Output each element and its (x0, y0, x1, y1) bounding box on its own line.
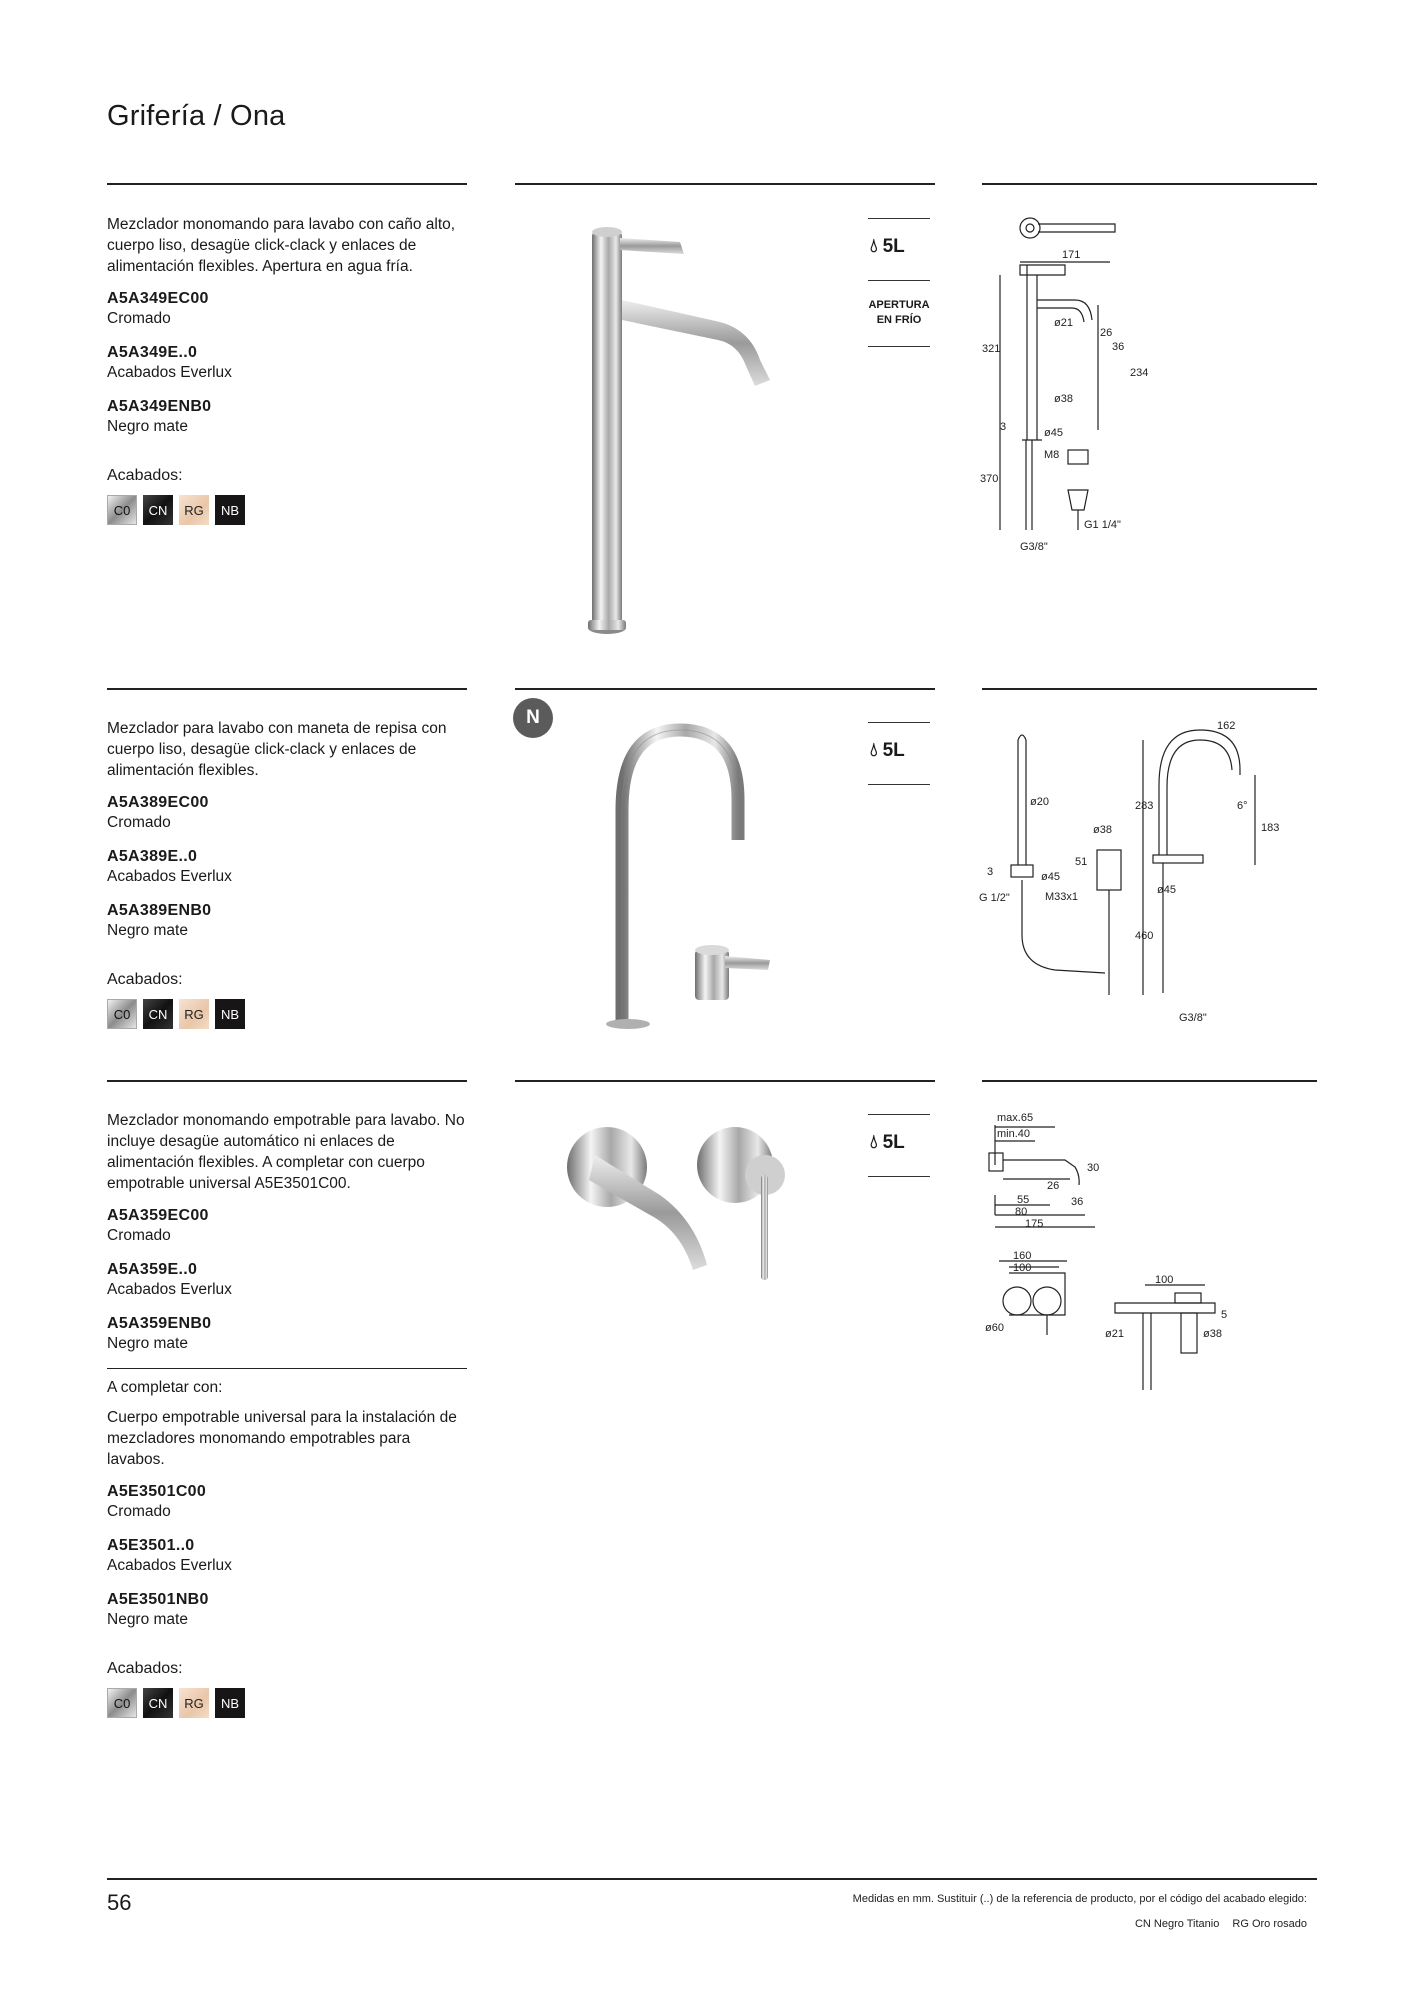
svg-text:100: 100 (1013, 1262, 1032, 1274)
svg-text:ø45: ø45 (1157, 884, 1176, 896)
product-code: A5A359E..0 (107, 1261, 198, 1278)
svg-text:max.65: max.65 (997, 1112, 1034, 1124)
product-2-image (590, 720, 820, 1040)
product-code: A5A349EC00 (107, 290, 209, 307)
product-1-technical-drawing (980, 210, 1180, 570)
flow-rule-top (868, 722, 930, 723)
flow-rule-bottom (868, 784, 930, 785)
svg-text:36: 36 (1112, 341, 1125, 353)
product-2-technical-drawing (975, 715, 1295, 1035)
svg-text:ø60: ø60 (985, 1322, 1004, 1334)
svg-text:175: 175 (1025, 1218, 1044, 1230)
svg-text:ø38: ø38 (1054, 393, 1073, 405)
svg-text:30: 30 (1087, 1162, 1100, 1174)
product-description: Mezclador monomando para lavabo con caño alto, cuerpo liso, desagüe click-clack y enlaces de alimentación flexibles. Apertura en agua fría. (107, 216, 456, 275)
variant-label: Cromado (107, 1227, 171, 1244)
product-description: Mezclador para lavabo con maneta de repisa con cuerpo liso, desagüe click-clack y enlaces de alimentación flexibles. (107, 720, 447, 779)
svg-text:ø45: ø45 (1041, 871, 1060, 883)
water-drop-icon: 💧︎ (870, 1132, 878, 1153)
section-3-rule-mid (515, 1080, 935, 1082)
variant-label: Cromado (107, 814, 171, 831)
product-3-technical-drawing (975, 1105, 1255, 1415)
svg-text:55: 55 (1017, 1194, 1030, 1206)
section-2-rule-left (107, 688, 467, 690)
svg-text:26: 26 (1100, 327, 1113, 339)
svg-text:ø38: ø38 (1093, 824, 1112, 836)
svg-text:160: 160 (1013, 1250, 1032, 1262)
finish-swatch-matte-black: NB (215, 1688, 245, 1718)
product-code: A5E3501..0 (107, 1537, 195, 1554)
svg-text:370: 370 (980, 473, 999, 485)
section-1-rule-mid (515, 183, 935, 185)
svg-text:ø45: ø45 (1044, 427, 1063, 439)
flow-rule-top (868, 1114, 930, 1115)
product-code: A5A359EC00 (107, 1207, 209, 1224)
svg-text:ø21: ø21 (1105, 1328, 1124, 1340)
product-code: A5E3501NB0 (107, 1591, 209, 1608)
variant-label: Cromado (107, 310, 171, 327)
product-code: A5A389E..0 (107, 848, 198, 865)
product-code: A5A389ENB0 (107, 902, 212, 919)
product-1-info (107, 214, 467, 525)
finishes-label: Acabados: (107, 1660, 183, 1677)
product-code: A5A349ENB0 (107, 398, 212, 415)
section-2-rule-right (982, 688, 1317, 690)
svg-text:min.40: min.40 (997, 1128, 1031, 1140)
svg-text:100: 100 (1155, 1274, 1174, 1286)
svg-text:M8: M8 (1044, 449, 1060, 461)
variant-label: Acabados Everlux (107, 364, 232, 381)
svg-text:3: 3 (1000, 421, 1007, 433)
svg-text:G3/8": G3/8" (1179, 1012, 1207, 1024)
finish-swatches (107, 1688, 467, 1718)
footer-note: Medidas en mm. Sustituir (..) de la referencia de producto, por el código del acabado elegido: (852, 1893, 1307, 1905)
svg-text:460: 460 (1135, 930, 1154, 942)
finish-swatches (107, 999, 467, 1029)
finish-swatch-matte-black: NB (215, 999, 245, 1029)
complete-with-rule (107, 1368, 467, 1369)
variant-label: Acabados Everlux (107, 868, 232, 885)
product-code: A5A359ENB0 (107, 1315, 212, 1332)
page-number: 56 (107, 1890, 132, 1915)
svg-text:6°: 6° (1237, 800, 1248, 812)
svg-text:234: 234 (1130, 367, 1149, 379)
svg-text:ø38: ø38 (1203, 1328, 1222, 1340)
product-code: A5A389EC00 (107, 794, 209, 811)
complete-with-label: A completar con: (107, 1379, 223, 1396)
svg-text:3: 3 (987, 866, 994, 878)
legend-item: CN Negro Titanio (1134, 1918, 1220, 1930)
finishes-label: Acabados: (107, 467, 183, 484)
product-2-info (107, 718, 467, 1029)
svg-text:36: 36 (1071, 1196, 1084, 1208)
water-drop-icon: 💧︎ (870, 236, 878, 257)
svg-text:ø20: ø20 (1030, 796, 1049, 808)
cold-rule-bottom (868, 346, 930, 347)
water-drop-icon: 💧︎ (870, 740, 878, 761)
svg-text:162: 162 (1217, 720, 1236, 732)
svg-text:283: 283 (1135, 800, 1154, 812)
finish-swatches (107, 495, 467, 525)
variant-label: Acabados Everlux (107, 1557, 232, 1574)
flow-rate (870, 1132, 905, 1154)
section-2-rule-mid (515, 688, 935, 690)
page-title: Grifería / Ona (107, 100, 286, 132)
product-1-image (560, 210, 820, 650)
finish-swatch-matte-black: NB (215, 495, 245, 525)
finish-swatch-titanium-black: CN (143, 999, 173, 1029)
finish-swatch-chrome: C0 (107, 999, 137, 1029)
flow-rate-value: 5L (882, 236, 905, 257)
finish-swatch-titanium-black: CN (143, 495, 173, 525)
new-badge: N (513, 698, 553, 738)
finish-swatch-titanium-black: CN (143, 1688, 173, 1718)
variant-label: Negro mate (107, 922, 188, 939)
finish-swatch-chrome: C0 (107, 1688, 137, 1718)
finish-swatch-chrome: C0 (107, 495, 137, 525)
finish-swatch-rose-gold: RG (179, 495, 209, 525)
svg-text:51: 51 (1075, 856, 1088, 868)
product-code: A5E3501C00 (107, 1483, 207, 1500)
complete-with-description: Cuerpo empotrable universal para la instalación de mezcladores monomando empotrables para lavabos. (107, 1409, 457, 1468)
variant-label: Negro mate (107, 418, 188, 435)
svg-text:G1 1/4": G1 1/4" (1084, 519, 1121, 531)
flow-rate (870, 236, 905, 258)
section-3-rule-right (982, 1080, 1317, 1082)
svg-text:171: 171 (1062, 249, 1081, 261)
flow-rate-value: 5L (882, 740, 905, 761)
finish-legend (1125, 1918, 1307, 1930)
finish-swatch-rose-gold: RG (179, 999, 209, 1029)
svg-text:183: 183 (1261, 822, 1280, 834)
product-code: A5A349E..0 (107, 344, 198, 361)
svg-text:M33x1: M33x1 (1045, 891, 1079, 903)
finishes-label: Acabados: (107, 971, 183, 988)
svg-text:G 1/2": G 1/2" (979, 892, 1010, 904)
product-3-info (107, 1110, 467, 1718)
flow-rule-top (868, 218, 930, 219)
finish-swatch-rose-gold: RG (179, 1688, 209, 1718)
legend-item: RG Oro rosado (1232, 1918, 1307, 1930)
svg-text:80: 80 (1015, 1206, 1028, 1218)
svg-text:321: 321 (982, 343, 1001, 355)
section-1-rule-right (982, 183, 1317, 185)
cold-opening-label: APERTURA EN FRÍO (868, 299, 930, 326)
flow-rule-bottom (868, 280, 930, 281)
variant-label: Negro mate (107, 1611, 188, 1628)
flow-rate-value: 5L (882, 1132, 905, 1153)
variant-label: Negro mate (107, 1335, 188, 1352)
product-3-image (565, 1125, 805, 1295)
footer-rule (107, 1878, 1317, 1880)
svg-text:ø21: ø21 (1054, 317, 1073, 329)
product-description: Mezclador monomando empotrable para lavabo. No incluye desagüe automático ni enlaces de alimentación flexibles. A completar con cuerpo empotrable universal A5E3501C00. (107, 1112, 465, 1192)
flow-rate (870, 740, 905, 762)
section-1-rule-left (107, 183, 467, 185)
variant-label: Cromado (107, 1503, 171, 1520)
svg-text:26: 26 (1047, 1180, 1060, 1192)
svg-text:G3/8": G3/8" (1020, 541, 1048, 553)
variant-label: Acabados Everlux (107, 1281, 232, 1298)
svg-text:5: 5 (1221, 1309, 1228, 1321)
flow-rule-bottom (868, 1176, 930, 1177)
section-3-rule-left (107, 1080, 467, 1082)
